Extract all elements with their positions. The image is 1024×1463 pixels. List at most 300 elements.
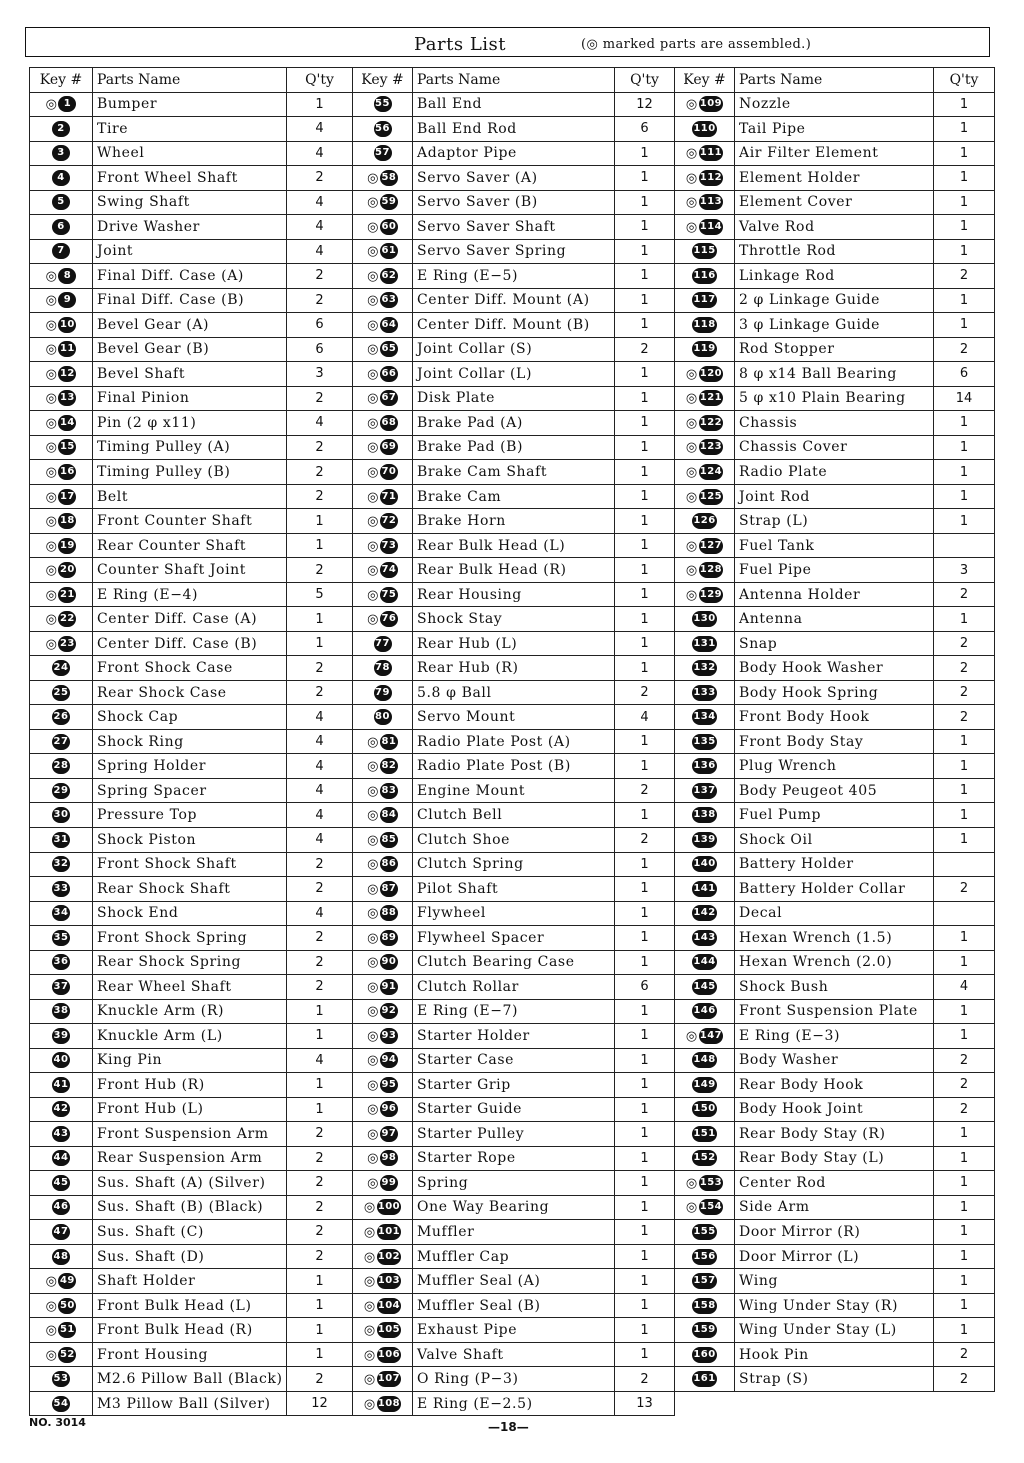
part-qty: 5 [287, 582, 353, 607]
parts-row [675, 1367, 995, 1392]
key-cell [353, 460, 413, 485]
assembled-mark-icon: ◎ [367, 1077, 379, 1093]
parts-row [675, 239, 995, 264]
parts-name-header: Parts Name [413, 68, 615, 93]
parts-row [353, 484, 675, 509]
part-qty: 1 [287, 1342, 353, 1367]
part-name: 8 φ x14 Ball Bearing [735, 362, 934, 387]
parts-row [353, 1146, 675, 1171]
key-cell [30, 1220, 93, 1245]
key-cell [30, 1195, 93, 1220]
part-qty: 1 [615, 1293, 675, 1318]
key-number: 100 [377, 1199, 401, 1215]
parts-row [675, 264, 995, 289]
part-qty: 1 [934, 460, 995, 485]
key-cell [353, 901, 413, 926]
key-cell [675, 460, 735, 485]
part-qty: 1 [934, 288, 995, 313]
key-cell [30, 1097, 93, 1122]
part-name: 5 φ x10 Plain Bearing [735, 386, 934, 411]
part-name: Servo Saver (A) [413, 166, 615, 191]
key-cell [353, 92, 413, 117]
parts-row [30, 509, 353, 534]
parts-row [675, 975, 995, 1000]
key-number: 146 [692, 1003, 716, 1019]
assembled-note: (◎ marked parts are assembled.) [581, 37, 812, 52]
part-qty: 2 [934, 705, 995, 730]
part-qty: 1 [934, 827, 995, 852]
part-name: Final Diff. Case (A) [93, 264, 287, 289]
part-qty: 1 [934, 435, 995, 460]
assembled-mark-icon: ◎ [45, 636, 58, 652]
part-name: Nozzle [735, 92, 934, 117]
part-qty: 1 [934, 778, 995, 803]
key-number: 103 [377, 1273, 401, 1289]
part-name: Rear Housing [413, 582, 615, 607]
part-name: Clutch Shoe [413, 827, 615, 852]
part-name: Joint Collar (S) [413, 337, 615, 362]
part-name: E Ring (E−7) [413, 999, 615, 1024]
part-qty: 1 [287, 607, 353, 632]
assembled-mark-icon: ◎ [45, 587, 58, 603]
key-number: 89 [380, 930, 398, 946]
key-cell [675, 1024, 735, 1049]
part-qty: 2 [615, 827, 675, 852]
parts-row [30, 1195, 353, 1220]
parts-row [30, 1146, 353, 1171]
part-qty: 1 [934, 484, 995, 509]
part-qty: 2 [615, 778, 675, 803]
assembled-mark-icon: ◎ [363, 1372, 376, 1388]
part-qty: 1 [934, 803, 995, 828]
assembled-mark-icon: ◎ [367, 759, 379, 775]
part-qty: 4 [287, 190, 353, 215]
key-cell [675, 754, 735, 779]
parts-row [353, 582, 675, 607]
part-name: Spring [413, 1171, 615, 1196]
part-name: Wing Under Stay (L) [735, 1318, 934, 1343]
part-name: Antenna [735, 607, 934, 632]
part-qty: 14 [934, 386, 995, 411]
key-number: 27 [52, 734, 70, 750]
part-name: Wing [735, 1269, 934, 1294]
parts-row [30, 926, 353, 951]
assembled-mark-icon: ◎ [367, 465, 379, 480]
key-cell [353, 926, 413, 951]
part-qty: 1 [934, 1146, 995, 1171]
key-cell [30, 1048, 93, 1073]
key-cell [675, 680, 735, 705]
part-qty: 2 [934, 680, 995, 705]
key-number: 128 [699, 562, 723, 578]
assembled-mark-icon: ◎ [45, 563, 58, 579]
assembled-mark-icon: ◎ [685, 1200, 698, 1216]
key-number: 3 [52, 145, 70, 161]
key-number: 72 [380, 513, 398, 529]
part-name: Rear Counter Shaft [93, 533, 287, 558]
key-number: 51 [58, 1322, 76, 1338]
parts-row [675, 117, 995, 142]
parts-row [675, 558, 995, 583]
key-number: 8 [58, 268, 76, 284]
key-cell [353, 386, 413, 411]
key-cell [675, 509, 735, 534]
key-cell [675, 656, 735, 681]
key-cell [30, 313, 93, 338]
parts-row [30, 1171, 353, 1196]
key-number: 14 [58, 415, 76, 431]
parts-row [675, 1048, 995, 1073]
parts-table-column-2 [352, 67, 675, 1416]
parts-row [30, 386, 353, 411]
parts-row [353, 435, 675, 460]
key-number: 156 [692, 1249, 716, 1265]
parts-row [353, 1073, 675, 1098]
parts-row [30, 533, 353, 558]
part-qty: 2 [287, 264, 353, 289]
part-qty: 1 [615, 999, 675, 1024]
key-number: 10 [58, 317, 76, 333]
parts-row [30, 1024, 353, 1049]
key-number: 92 [380, 1003, 398, 1019]
key-cell [30, 705, 93, 730]
parts-row [30, 1367, 353, 1392]
part-name: Ball End [413, 92, 615, 117]
parts-row [30, 950, 353, 975]
part-qty: 1 [615, 1146, 675, 1171]
part-name: Shaft Holder [93, 1269, 287, 1294]
part-qty: 1 [615, 901, 675, 926]
part-name: Pilot Shaft [413, 877, 615, 902]
assembled-mark-icon: ◎ [367, 489, 379, 505]
part-name: Knuckle Arm (L) [93, 1024, 287, 1049]
part-name: Rear Shock Case [93, 680, 287, 705]
key-number: 53 [52, 1371, 70, 1387]
part-name: Bevel Shaft [93, 362, 287, 387]
parts-row [353, 166, 675, 191]
key-number: 157 [692, 1273, 716, 1289]
key-cell [30, 926, 93, 951]
parts-row [353, 264, 675, 289]
part-qty: 1 [934, 1244, 995, 1269]
key-number: 50 [58, 1298, 76, 1314]
key-number: 33 [52, 881, 70, 897]
part-qty: 2 [287, 852, 353, 877]
key-number: 25 [52, 685, 70, 701]
key-number: 99 [380, 1175, 398, 1191]
parts-row [353, 901, 675, 926]
key-number: 69 [380, 439, 398, 455]
assembled-mark-icon: ◎ [685, 146, 698, 162]
key-cell [353, 1220, 413, 1245]
parts-row [353, 117, 675, 142]
key-cell [675, 827, 735, 852]
part-qty: 1 [934, 239, 995, 264]
part-name: Front Bulk Head (R) [93, 1318, 287, 1343]
key-cell [675, 1293, 735, 1318]
part-name: Valve Rod [735, 215, 934, 240]
key-number: 55 [374, 96, 392, 112]
key-cell [353, 582, 413, 607]
key-cell [353, 509, 413, 534]
part-name: Rear Bulk Head (R) [413, 558, 615, 583]
part-name: 2 φ Linkage Guide [735, 288, 934, 313]
assembled-mark-icon: ◎ [367, 979, 379, 995]
part-qty: 1 [615, 926, 675, 951]
assembled-mark-icon: ◎ [367, 808, 379, 824]
assembled-mark-icon: ◎ [45, 415, 58, 431]
key-number: 46 [52, 1199, 70, 1215]
part-qty: 2 [934, 1073, 995, 1098]
part-qty: 4 [287, 754, 353, 779]
key-number: 133 [692, 685, 716, 701]
key-number: 158 [692, 1298, 716, 1314]
parts-row [353, 705, 675, 730]
key-number: 48 [52, 1249, 70, 1265]
key-cell [353, 362, 413, 387]
assembled-mark-icon: ◎ [45, 317, 58, 333]
assembled-mark-icon: ◎ [367, 1053, 379, 1069]
part-name: Swing Shaft [93, 190, 287, 215]
part-name: M2.6 Pillow Ball (Black) [93, 1367, 287, 1392]
key-number: 49 [58, 1273, 76, 1289]
part-name: Battery Holder [735, 852, 934, 877]
key-number: 94 [380, 1052, 398, 1068]
assembled-mark-icon: ◎ [367, 195, 379, 211]
key-cell [353, 1367, 413, 1392]
key-number: 125 [699, 489, 723, 505]
assembled-mark-icon: ◎ [45, 1323, 58, 1339]
part-qty: 1 [934, 509, 995, 534]
part-name: Pressure Top [93, 803, 287, 828]
part-qty: 1 [615, 852, 675, 877]
assembled-mark-icon: ◎ [367, 587, 379, 603]
key-number: 39 [52, 1028, 70, 1044]
assembled-mark-icon: ◎ [363, 1200, 376, 1216]
key-cell [353, 1269, 413, 1294]
part-qty: 1 [934, 92, 995, 117]
part-name: M3 Pillow Ball (Silver) [93, 1391, 287, 1416]
parts-row [30, 680, 353, 705]
parts-row [675, 680, 995, 705]
part-name: Flywheel [413, 901, 615, 926]
assembled-mark-icon: ◎ [685, 563, 698, 579]
part-qty: 1 [615, 1073, 675, 1098]
parts-row [675, 1146, 995, 1171]
part-name: Final Diff. Case (B) [93, 288, 287, 313]
part-name: Shock Cap [93, 705, 287, 730]
parts-row [30, 1073, 353, 1098]
part-qty: 1 [615, 264, 675, 289]
part-qty [934, 852, 995, 877]
key-number: 34 [52, 905, 70, 921]
key-number: 79 [374, 685, 392, 701]
key-number: 43 [52, 1126, 70, 1142]
key-cell [30, 1367, 93, 1392]
part-name: Front Shock Case [93, 656, 287, 681]
part-qty: 2 [287, 1146, 353, 1171]
key-number: 147 [699, 1028, 723, 1044]
key-number: 38 [52, 1003, 70, 1019]
part-qty: 4 [287, 141, 353, 166]
parts-row [30, 337, 353, 362]
assembled-mark-icon: ◎ [367, 930, 379, 946]
key-number: 52 [58, 1347, 76, 1363]
key-cell [675, 239, 735, 264]
parts-row [30, 999, 353, 1024]
assembled-mark-icon: ◎ [367, 293, 379, 309]
key-number: 7 [52, 243, 70, 259]
part-qty: 1 [615, 1269, 675, 1294]
assembled-mark-icon: ◎ [367, 832, 379, 848]
part-qty: 2 [934, 1367, 995, 1392]
part-name: Clutch Bell [413, 803, 615, 828]
parts-row [675, 386, 995, 411]
part-name: Door Mirror (L) [735, 1244, 934, 1269]
assembled-mark-icon: ◎ [367, 317, 379, 333]
part-name: Timing Pulley (A) [93, 435, 287, 460]
parts-row [675, 877, 995, 902]
key-number: 36 [52, 954, 70, 970]
key-cell [675, 1220, 735, 1245]
part-name: Drive Washer [93, 215, 287, 240]
parts-row [675, 1220, 995, 1245]
part-name: Muffler [413, 1220, 615, 1245]
assembled-mark-icon: ◎ [367, 1028, 379, 1044]
part-name: Fuel Tank [735, 533, 934, 558]
parts-row [675, 631, 995, 656]
part-qty: 1 [615, 288, 675, 313]
assembled-mark-icon: ◎ [45, 342, 58, 358]
key-number: 105 [377, 1322, 401, 1338]
qty-header: Q'ty [615, 68, 675, 93]
parts-row [675, 460, 995, 485]
parts-row [353, 926, 675, 951]
part-qty: 1 [615, 1048, 675, 1073]
key-cell [30, 1293, 93, 1318]
part-name: Front Body Stay [735, 729, 934, 754]
part-name: Adaptor Pipe [413, 141, 615, 166]
parts-row [353, 1171, 675, 1196]
part-name: Throttle Rod [735, 239, 934, 264]
parts-row [353, 607, 675, 632]
part-qty: 1 [615, 1318, 675, 1343]
key-cell [353, 705, 413, 730]
assembled-mark-icon: ◎ [685, 538, 698, 554]
key-cell [353, 1342, 413, 1367]
key-number: 59 [380, 194, 398, 210]
part-name: Door Mirror (R) [735, 1220, 934, 1245]
key-number: 96 [380, 1101, 398, 1117]
parts-row [30, 631, 353, 656]
part-name: Battery Holder Collar [735, 877, 934, 902]
part-qty: 4 [287, 803, 353, 828]
key-cell [30, 337, 93, 362]
part-qty: 1 [615, 362, 675, 387]
key-cell [675, 166, 735, 191]
key-cell [675, 558, 735, 583]
parts-row [30, 117, 353, 142]
parts-row [675, 509, 995, 534]
key-cell [353, 1048, 413, 1073]
parts-row [675, 190, 995, 215]
key-cell [675, 141, 735, 166]
assembled-mark-icon: ◎ [367, 244, 379, 260]
parts-row [30, 1293, 353, 1318]
parts-row [675, 950, 995, 975]
part-qty: 1 [615, 754, 675, 779]
parts-row [675, 337, 995, 362]
key-number: 73 [380, 538, 398, 554]
parts-row [675, 754, 995, 779]
key-cell [675, 533, 735, 558]
assembled-mark-icon: ◎ [685, 1028, 698, 1044]
key-number: 127 [699, 538, 723, 554]
parts-row [353, 754, 675, 779]
part-qty: 6 [615, 975, 675, 1000]
parts-row [353, 999, 675, 1024]
part-name: Clutch Bearing Case [413, 950, 615, 975]
part-qty: 1 [934, 1122, 995, 1147]
parts-row [30, 975, 353, 1000]
key-cell [353, 337, 413, 362]
assembled-mark-icon: ◎ [367, 440, 379, 456]
part-name: Side Arm [735, 1195, 934, 1220]
key-cell [30, 631, 93, 656]
assembled-mark-icon: ◎ [45, 1274, 58, 1290]
key-cell [675, 1097, 735, 1122]
part-name: Body Hook Washer [735, 656, 934, 681]
key-number: 83 [380, 783, 398, 799]
key-cell [353, 1097, 413, 1122]
part-name: Rear Body Stay (R) [735, 1122, 934, 1147]
assembled-mark-icon: ◎ [685, 440, 698, 456]
key-number: 80 [374, 709, 392, 725]
key-cell [675, 1073, 735, 1098]
part-name: 5.8 φ Ball [413, 680, 615, 705]
parts-row [30, 313, 353, 338]
key-number: 130 [692, 611, 716, 627]
key-number: 161 [692, 1371, 716, 1387]
part-qty: 1 [615, 533, 675, 558]
key-number: 58 [380, 170, 398, 186]
parts-row [675, 827, 995, 852]
key-number: 134 [692, 709, 716, 725]
part-name: Body Hook Joint [735, 1097, 934, 1122]
key-cell [353, 1318, 413, 1343]
parts-row [675, 1195, 995, 1220]
key-number: 90 [380, 954, 398, 970]
part-qty: 1 [615, 460, 675, 485]
key-number: 119 [692, 341, 716, 357]
part-name: Wing Under Stay (R) [735, 1293, 934, 1318]
assembled-mark-icon: ◎ [367, 783, 379, 799]
assembled-mark-icon: ◎ [45, 293, 58, 309]
key-cell [30, 411, 93, 436]
key-number: 31 [52, 832, 70, 848]
key-cell [675, 1269, 735, 1294]
key-number: 22 [58, 611, 76, 627]
part-qty: 6 [615, 117, 675, 142]
part-qty: 1 [615, 1097, 675, 1122]
key-number: 11 [58, 341, 76, 357]
key-number: 138 [692, 807, 716, 823]
part-qty: 1 [287, 533, 353, 558]
key-cell [353, 1073, 413, 1098]
key-number: 41 [52, 1077, 70, 1093]
parts-row [353, 656, 675, 681]
part-name: Tire [93, 117, 287, 142]
